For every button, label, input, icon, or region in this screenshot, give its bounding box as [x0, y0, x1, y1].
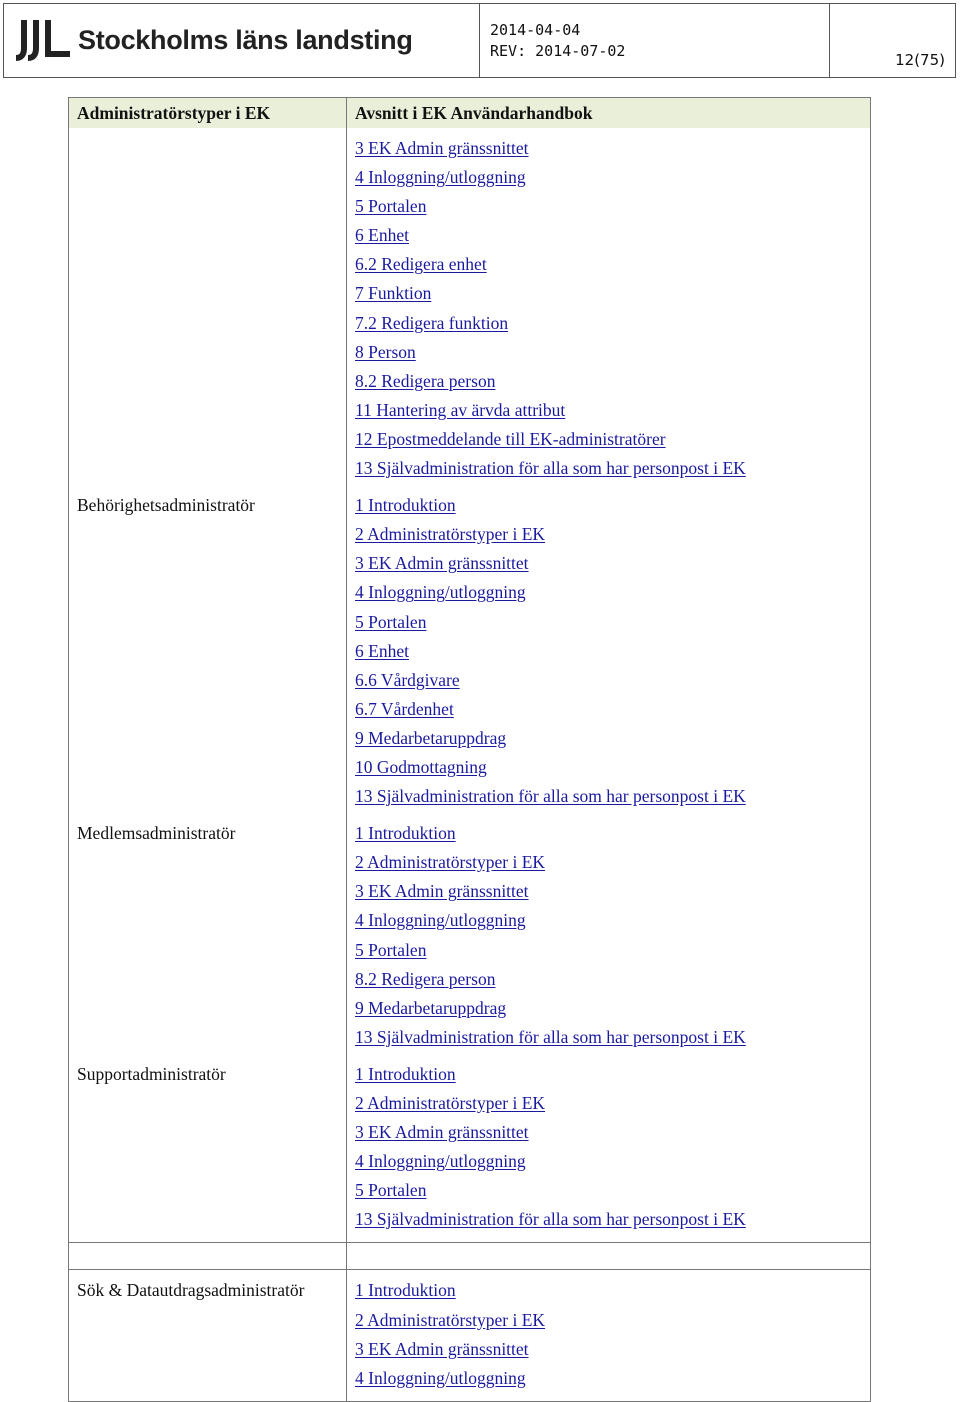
role-cell [69, 128, 347, 491]
section-link[interactable]: 4 Inloggning/utloggning [355, 582, 526, 603]
section-link[interactable]: 4 Inloggning/utloggning [355, 910, 526, 931]
section-link[interactable]: 3 EK Admin gränssnittet [355, 1338, 529, 1359]
role-label: Medlemsadministratör [77, 823, 236, 844]
org-name: Stockholms läns landsting [78, 25, 413, 55]
list-item [355, 724, 870, 753]
section-link[interactable]: 7.2 Redigera funktion [355, 312, 509, 333]
list-item [355, 695, 870, 724]
role-cell [69, 491, 347, 819]
section-link[interactable]: 9 Medarbetaruppdrag [355, 727, 507, 748]
list-item [355, 1147, 870, 1176]
doc-date: 2014-04-04 [490, 20, 581, 39]
table-row-spacer [69, 1242, 870, 1269]
table-row [69, 128, 870, 491]
section-link[interactable]: 13 Självadministration för alla som har personpost i EK [355, 1209, 746, 1230]
section-link[interactable]: 11 Hantering av ärvda attribut [355, 399, 566, 420]
section-link[interactable]: 6.7 Vårdenhet [355, 698, 454, 719]
list-item [355, 1335, 870, 1364]
section-link-list [355, 134, 870, 483]
section-link[interactable]: 6.2 Redigera enhet [355, 254, 487, 275]
date-area [480, 4, 830, 77]
revision-date: REV: 2014-07-02 [490, 41, 626, 60]
list-item [355, 753, 870, 782]
section-link[interactable]: 1 Introduktion [355, 1063, 456, 1084]
list-item [355, 578, 870, 607]
logo-area [4, 4, 480, 77]
list-item [355, 848, 870, 877]
section-link[interactable]: 5 Portalen [355, 939, 427, 960]
list-item [355, 1276, 870, 1305]
list-item [355, 425, 870, 454]
list-item [355, 637, 870, 666]
section-link[interactable]: 12 Epostmeddelande till EK-administratörer [355, 428, 666, 449]
table-header-row [69, 98, 870, 128]
list-item [355, 877, 870, 906]
list-item [355, 367, 870, 396]
list-item [355, 936, 870, 965]
section-link[interactable]: 5 Portalen [355, 1180, 427, 1201]
page-header [3, 3, 956, 78]
section-link[interactable]: 2 Administratörstyper i EK [355, 524, 546, 545]
list-item [355, 1364, 870, 1393]
list-item [355, 666, 870, 695]
list-item [355, 134, 870, 163]
table-row [69, 1060, 870, 1243]
section-link[interactable]: 13 Självadministration för alla som har personpost i EK [355, 1026, 746, 1047]
role-label: Sök & Datautdragsadministratör [77, 1280, 305, 1301]
section-link-list [355, 1276, 870, 1392]
list-item [355, 1176, 870, 1205]
section-link[interactable]: 4 Inloggning/utloggning [355, 1151, 526, 1172]
section-link[interactable]: 3 EK Admin gränssnittet [355, 881, 529, 902]
list-item [355, 250, 870, 279]
list-item [355, 1060, 870, 1089]
list-item [355, 994, 870, 1023]
list-item [355, 163, 870, 192]
page-number-area [830, 4, 955, 77]
section-link[interactable]: 4 Inloggning/utloggning [355, 167, 526, 188]
list-item [355, 338, 870, 367]
sll-logo-icon [14, 18, 72, 64]
section-link[interactable]: 2 Administratörstyper i EK [355, 1093, 546, 1113]
section-link[interactable]: 7 Funktion [355, 283, 432, 304]
column-header-admin-types: Administratörstyper i EK [69, 98, 347, 128]
section-link[interactable]: 2 Administratörstyper i EK [355, 852, 546, 873]
admin-types-table [68, 97, 871, 1402]
column-header-sections: Avsnitt i EK Användarhandbok [355, 102, 593, 123]
spacer-cell [69, 1243, 347, 1269]
role-cell [69, 1060, 347, 1243]
list-item [355, 965, 870, 994]
table-row [69, 819, 870, 1060]
section-link[interactable]: 13 Självadministration för alla som har personpost i EK [355, 458, 746, 479]
sections-cell [347, 1060, 870, 1243]
sections-cell [347, 491, 870, 819]
list-item [355, 782, 870, 811]
section-link[interactable]: 6 Enhet [355, 225, 409, 246]
sections-cell [347, 128, 870, 491]
section-link[interactable]: 3 EK Admin gränssnittet [355, 1122, 529, 1143]
section-link[interactable]: 8.2 Redigera person [355, 370, 496, 391]
list-item [355, 819, 870, 848]
section-link-list [355, 1060, 870, 1235]
table-row [69, 491, 870, 819]
list-item [355, 549, 870, 578]
list-item [355, 1089, 870, 1118]
section-link[interactable]: 6 Enhet [355, 640, 409, 661]
section-link-list [355, 819, 870, 1052]
list-item [355, 906, 870, 935]
section-link[interactable]: 1 Introduktion [355, 823, 456, 844]
spacer-cell [347, 1243, 870, 1269]
section-link[interactable]: 5 Portalen [355, 611, 427, 632]
list-item [355, 491, 870, 520]
list-item [355, 1118, 870, 1147]
list-item [355, 279, 870, 308]
list-item [355, 1306, 870, 1335]
section-link[interactable]: 5 Portalen [355, 196, 427, 217]
list-item [355, 520, 870, 549]
section-link[interactable]: 3 EK Admin gränssnittet [355, 553, 529, 574]
role-label: Behörighetsadministratör [77, 495, 255, 516]
list-item [355, 396, 870, 425]
sections-cell [347, 819, 870, 1060]
role-cell [69, 819, 347, 1060]
section-link[interactable]: 3 EK Admin gränssnittet [355, 138, 529, 158]
page-number: 12(75) [895, 51, 945, 69]
section-link[interactable]: 6.6 Vårdgivare [355, 669, 460, 690]
section-link-list [355, 491, 870, 811]
list-item [355, 192, 870, 221]
table-row [69, 1269, 870, 1400]
list-item [355, 309, 870, 338]
section-link[interactable]: 2 Administratörstyper i EK [355, 1309, 546, 1330]
section-link[interactable]: 1 Introduktion [355, 1280, 456, 1301]
section-link[interactable]: 9 Medarbetaruppdrag [355, 997, 507, 1018]
role-label: Supportadministratör [77, 1063, 226, 1084]
list-item [355, 1023, 870, 1052]
section-link[interactable]: 4 Inloggning/utloggning [355, 1367, 526, 1388]
section-link[interactable]: 1 Introduktion [355, 495, 456, 516]
section-link[interactable]: 10 Godmottagning [355, 756, 487, 777]
list-item [355, 608, 870, 637]
list-item [355, 221, 870, 250]
section-link[interactable]: 13 Självadministration för alla som har personpost i EK [355, 786, 746, 807]
section-link[interactable]: 8.2 Redigera person [355, 968, 496, 989]
list-item [355, 454, 870, 483]
list-item [355, 1205, 870, 1234]
section-link[interactable]: 8 Person [355, 341, 416, 362]
